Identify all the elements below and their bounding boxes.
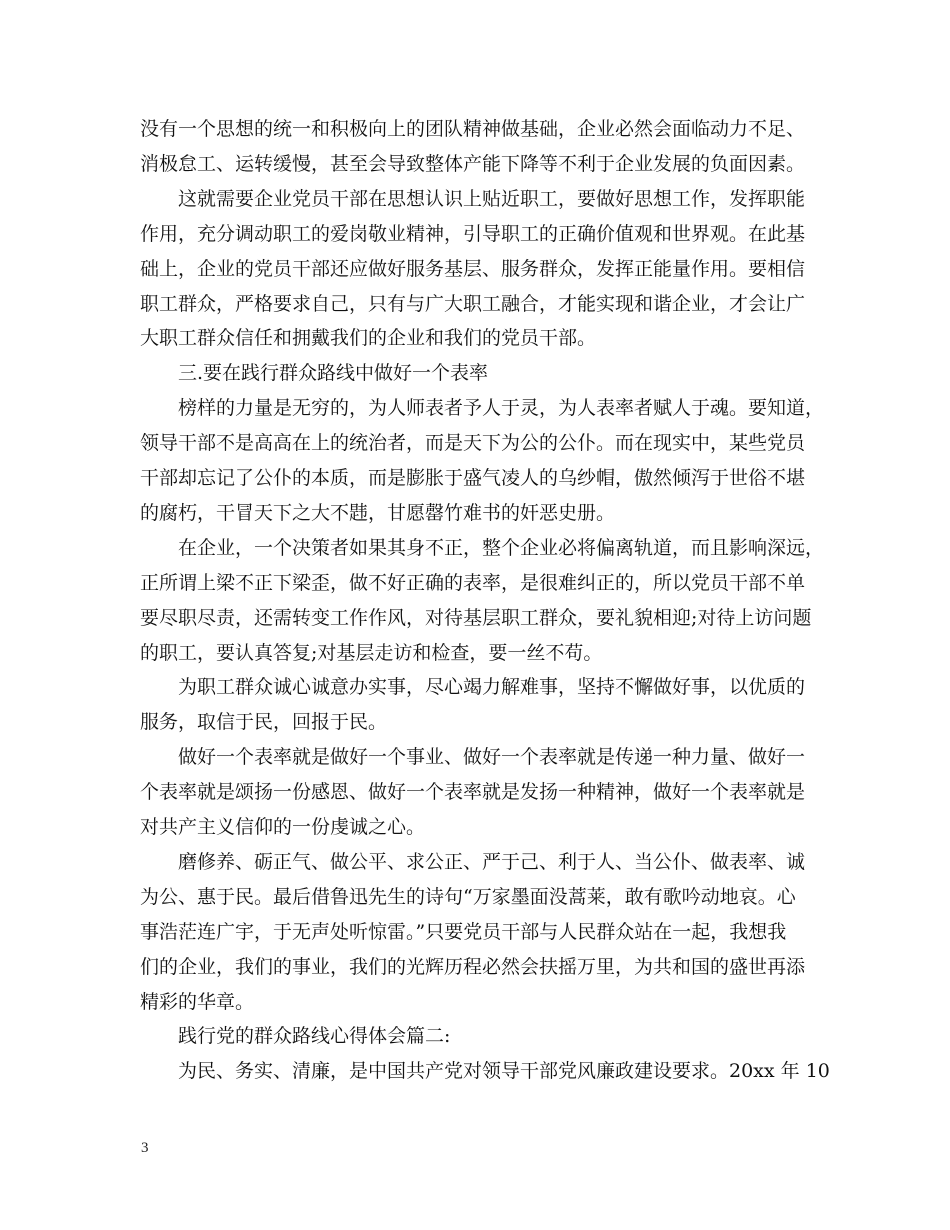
text-line: 磨修养、砺正气、做公平、求公正、严于己、利于人、当公仆、做表率、诚 [178,850,806,873]
text-line: 正所谓上梁不正下梁歪，做不好正确的表率，是很难纠正的，所以党员干部不单 [140,571,806,594]
text-line: 没有一个思想的统一和积极向上的团队精神做基础，企业必然会面临动力不足、 [140,118,806,140]
text-line: 的腐朽，干冒天下之大不韪，甘愿罄竹难书的奸恶史册。 [140,501,616,524]
text-line: 这就需要企业党员干部在思想认识上贴近职工，要做好思想工作，发挥职能 [178,187,806,210]
text-line: 为公、惠于民。最后借鲁迅先生的诗句“万家墨面没蒿莱，敢有歌吟动地哀。心 [140,885,796,908]
text-line: 领导干部不是高高在上的统治者，而是天下为公的公仆。而在现实中，某些党员 [140,432,806,455]
text-line: 的职工，要认真答复;对基层走访和检查，要一丝不苟。 [140,641,603,664]
text-line: 精彩的华章。 [140,990,255,1013]
text-line: 作用，充分调动职工的爱岗敬业精神，引导职工的正确价值观和世界观。在此基 [140,222,806,245]
text-line: 对共产主义信仰的一份虔诚之心。 [140,816,426,838]
text-line: 三.要在践行群众路线中做好一个表率 [178,362,489,385]
text-line: 础上，企业的党员干部还应做好服务基层、服务群众，发挥正能量作用。要相信 [140,257,806,280]
text-line: 职工群众，严格要求自己，只有与广大职工融合，才能实现和谐企业，才会让广 [140,292,806,315]
text-line: 消极怠工、运转缓慢，甚至会导致整体产能下降等不利于企业发展的负面因素。 [140,152,806,175]
text-line: 个表率就是颂扬一份感恩、做好一个表率就是发扬一种精神，做好一个表率就是 [140,781,806,804]
text-line: 践行党的群众路线心得体会篇二: [178,1025,451,1048]
text-line: 要尽职尽责，还需转变工作作风，对待基层职工群众，要礼貌相迎;对待上访问题 [140,606,812,629]
text-line: 大职工群众信任和拥戴我们的企业和我们的党员干部。 [140,327,597,350]
text-line: 榜样的力量是无穷的，为人师表者予人于灵，为人表率者赋人于魂。要知道， [178,397,825,420]
text-line: 为职工群众诚心诚意办实事，尽心竭力解难事，坚持不懈做好事，以优质的 [178,676,806,699]
page-number: 3 [141,1140,149,1156]
text-line: 干部却忘记了公仆的本质，而是膨胀于盛气凌人的乌纱帽，傲然倾泻于世俗不堪 [140,467,806,489]
text-line: 做好一个表率就是做好一个事业、做好一个表率就是传递一种力量、做好一 [178,746,806,769]
text-line: 服务，取信于民，回报于民。 [140,711,388,734]
text-line: 在企业，一个决策者如果其身不正，整个企业必将偏离轨道，而且影响深远， [178,536,825,559]
text-line: 事浩茫连广宇，于无声处听惊雷。”只要党员干部与人民群众站在一起，我想我 [140,920,787,943]
text-line: 为民、务实、清廉，是中国共产党对领导干部党风廉政建设要求。20xx 年 10 [178,1060,830,1083]
text-line: 们的企业，我们的事业，我们的光辉历程必然会扶摇万里，为共和国的盛世再添 [140,955,806,978]
